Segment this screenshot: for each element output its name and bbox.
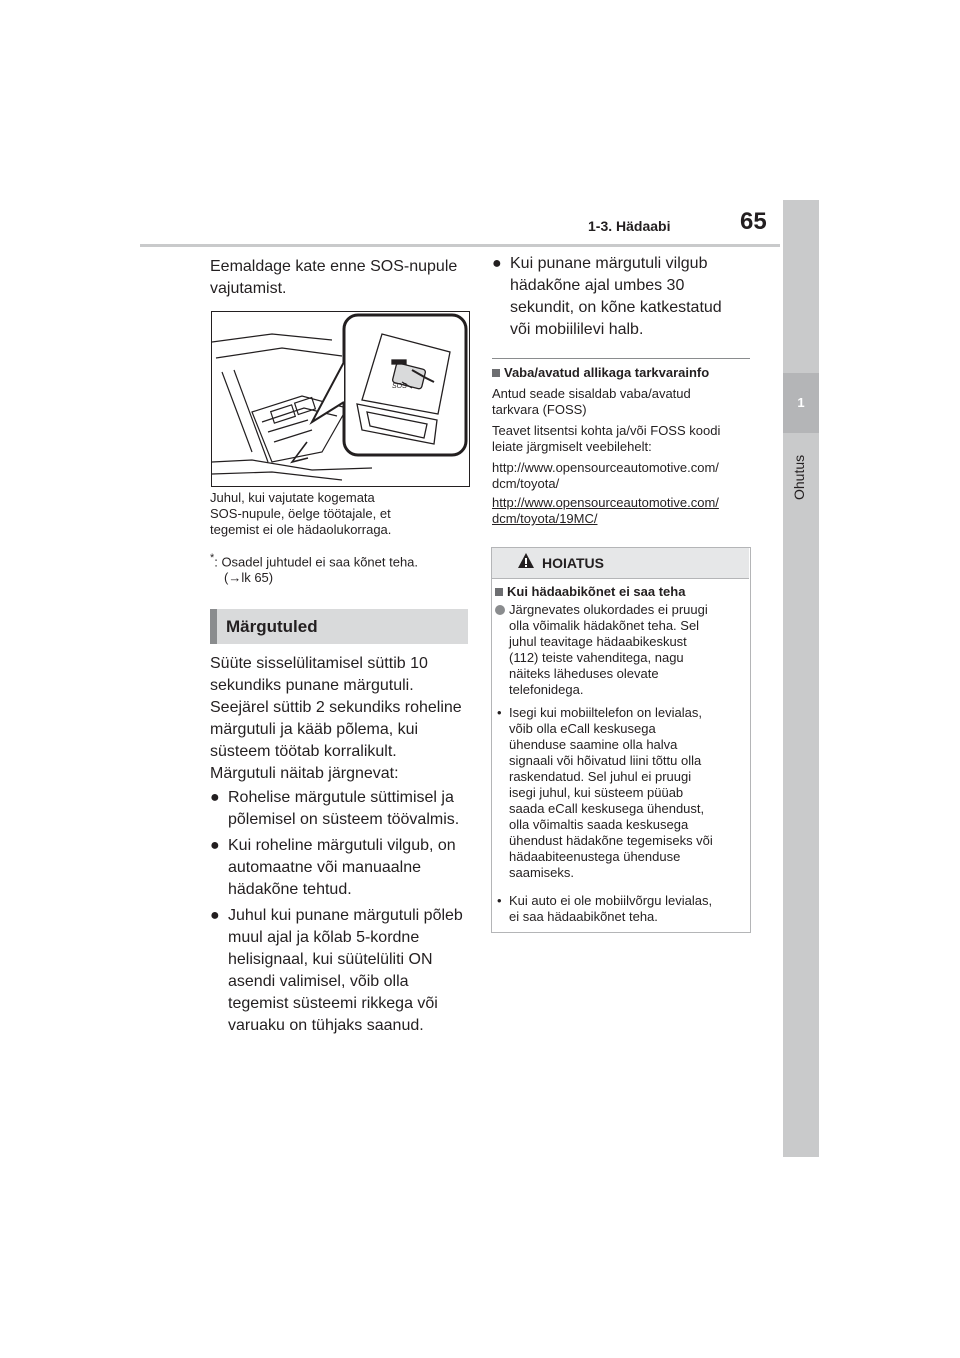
warning-header (492, 548, 749, 579)
intro-text: Eemaldage kate enne SOS-nupule vajutamist. (210, 258, 458, 297)
footnote: *: Osadel juhtudel ei saa kõnet teha. (→lk 65) (210, 552, 419, 586)
list-item: ● Juhul kui punane märgutuli põleb muul ajal ja kõlab 5-kordne helisignaal, kui süütelüliti ON asendi valimisel, võib olla tegemist süsteemi rikkega või varuaku on tühjaks saanud. (210, 907, 463, 1034)
list-item: ● Kui punane märgutuli vilgub hädakõne ajal umbes 30 sekundit, on kõne katkestatud või mobiililevi halb. (492, 255, 722, 338)
warning-item: • Isegi kui mobiiltelefon on levialas, võib olla eCall keskusega ühenduse saamine olla halva signaali või hõivatud liini tõttu olla raskendatud. Sel juhul ei pruugi isegi juhul, kui süsteem püüab saada eCall keskusega ühendust, olla võimaltis saada keskusega ühendust hädakõne tegemiseks või hädaabiteenustega ühenduse saamiseks. (497, 705, 713, 880)
sos-cover-illustration (211, 311, 470, 487)
chapter-side-tab (783, 200, 819, 1157)
circle-bullet-icon (495, 605, 505, 615)
overhead-console-drawing (212, 312, 469, 486)
oss-url: http://www.opensourceautomotive.com/ dcm/toyota/ (492, 460, 719, 491)
section-heading-text: Märgutuled (226, 617, 318, 636)
warning-paragraph: Järgnevates olukordades ei pruugi olla võimalik hädakõnet teha. Sel juhul teavitage hädaabikeskust (112) teiste vahenditega, nagu näiteks läheduses olevate telefonidega. (495, 602, 745, 698)
warning-triangle-icon (517, 552, 535, 570)
divider (492, 358, 750, 359)
oss-paragraph: Teavet litsentsi kohta ja/või FOSS koodi leiate järgmiselt veebilehelt: (492, 423, 721, 454)
warning-subtitle: Kui hädaabikõnet ei saa teha (495, 584, 745, 599)
list-item: ● Kui roheline märgutuli vilgub, on automaatne või manuaalne hädakõne tehtud. (210, 837, 456, 898)
header-section-title: 1-3. Hädaabi (588, 218, 671, 234)
list-item: ● Rohelise märgutule süttimisel ja põlemisel on süsteem töövalmis. (210, 789, 460, 828)
chapter-label: Ohutus (791, 454, 807, 500)
indicator-description: Süüte sisselülitamisel süttib 10 sekundiks punane märgutuli. Seejärel süttib 2 sekundiks roheline märgutuli ja kääb põlema, kui süsteem töötab korralikult. Märgutuli näitab järgnevat: (210, 655, 462, 782)
oss-paragraph: Antud seade sisaldab vaba/avatud tarkvara (FOSS) (492, 386, 691, 417)
oss-heading: Vaba/avatud allikaga tarkvarainfo (492, 365, 752, 380)
chapter-number: 1 (783, 373, 819, 433)
figure-caption: Juhul, kui vajutate kogemata SOS-nupule, öelge töötajale, et tegemist ei ole hädaolukorraga. (210, 490, 392, 537)
warning-title: HOIATUS (542, 555, 604, 571)
sos-button-label: SOS (392, 383, 407, 390)
warning-item: • Kui auto ei ole mobiilvõrgu levialas, ei saa hädaabikõnet teha. (497, 893, 713, 924)
footnote-mark: * (210, 552, 215, 564)
section-heading (210, 609, 468, 644)
page-number: 65 (740, 208, 767, 235)
square-bullet-icon (495, 588, 503, 596)
section-heading-bar (210, 609, 217, 644)
header-rule (140, 244, 780, 247)
oss-link[interactable]: http://www.opensourceautomotive.com/ dcm/toyota/19MC/ (492, 495, 719, 526)
square-bullet-icon (492, 369, 500, 377)
